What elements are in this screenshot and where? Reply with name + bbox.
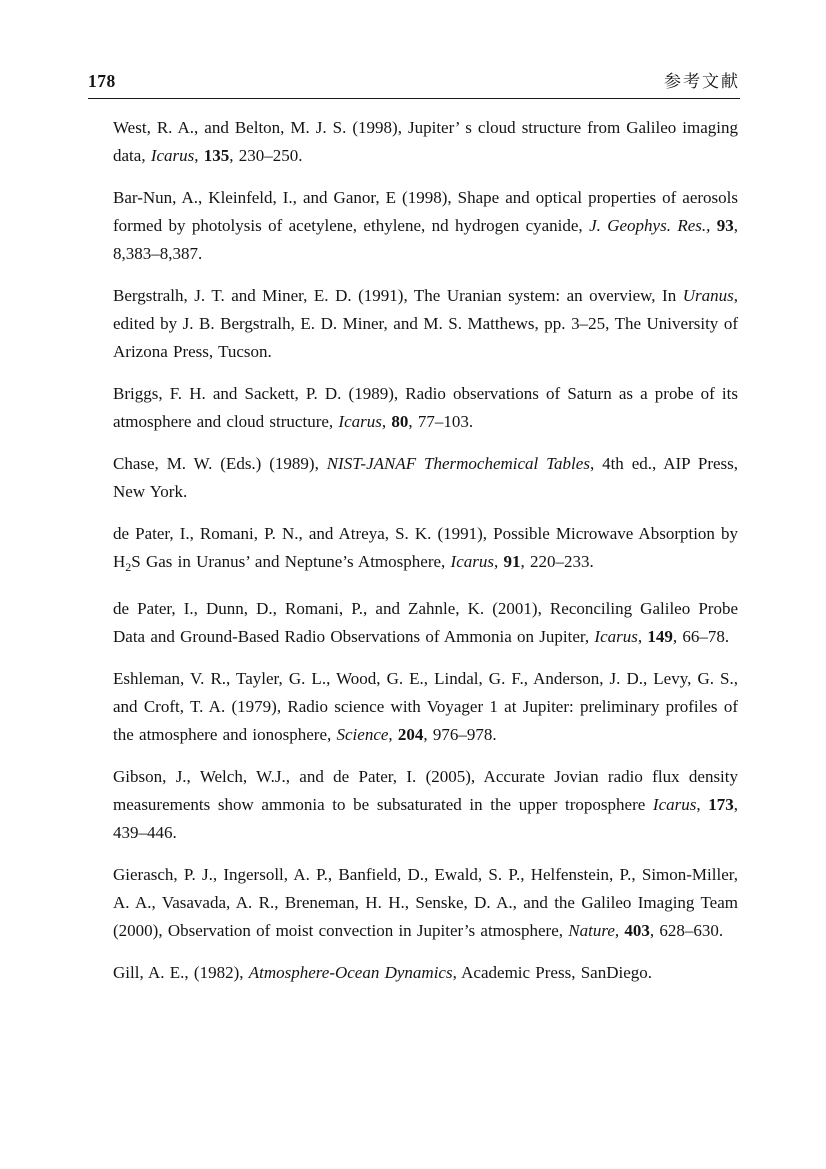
running-header <box>88 70 740 99</box>
reference-entry <box>113 763 738 847</box>
reference-entry <box>113 520 738 581</box>
reference-entry <box>113 282 738 366</box>
ref-segment: 80 <box>391 412 409 431</box>
ref-segment: , 628–630. <box>649 921 724 940</box>
ref-segment: , 77–103. <box>408 412 474 431</box>
ref-segment: , <box>637 627 648 646</box>
ref-segment: Gill, A. E., (1982), <box>113 963 249 982</box>
ref-segment: Icarus <box>594 627 638 646</box>
ref-segment: , <box>388 725 398 744</box>
ref-segment: Briggs, F. H. and Sackett, P. D. (1989), Radio observations of Saturn as a probe of its atmosphere and cloud structure, <box>113 384 738 431</box>
reference-entry <box>113 861 738 945</box>
reference-entry <box>113 380 738 436</box>
ref-segment: 149 <box>647 627 673 646</box>
running-head-title: 参考文献 <box>664 72 740 91</box>
ref-segment: , 976–978. <box>423 725 497 744</box>
ref-segment: Atmosphere-Ocean Dynamics <box>248 963 453 982</box>
ref-segment: , 4th ed., AIP Press, New York. <box>113 454 739 501</box>
ref-segment: S Gas in Uranus’ and Neptune’s Atmosphere, <box>131 552 451 571</box>
ref-segment: 403 <box>624 921 650 940</box>
ref-segment: , 66–78. <box>672 627 730 646</box>
ref-segment: Eshleman, V. R., Tayler, G. L., Wood, G. E., Lindal, G. F., Anderson, J. D., Levy, G. S., and Croft, T. A. (1979), Radio science with Voyager 1 at Jupiter: preliminary profiles of the atmosphere and ionosphere, <box>113 669 738 744</box>
references-list <box>113 114 738 987</box>
ref-segment: Bar-Nun, A., Kleinfeld, I., and Ganor, E (1998), Shape and optical properties of aerosols formed by photolysis of acetylene, ethylene, nd hydrogen cyanide, <box>113 188 738 235</box>
ref-segment: Chase, M. W. (Eds.) (1989), <box>113 454 327 473</box>
ref-segment: 135 <box>203 146 230 165</box>
ref-segment: , Academic Press, SanDiego. <box>452 963 652 982</box>
ref-segment: , 220–233. <box>520 552 594 571</box>
ref-segment: 173 <box>708 795 734 814</box>
page-number: 178 <box>88 71 116 91</box>
ref-segment: de Pater, I., Dunn, D., Romani, P., and Zahnle, K. (2001), Reconciling Galileo Probe Data and Ground-Based Radio Observations of Ammonia on Jupiter, <box>113 599 738 646</box>
ref-segment: Gierasch, P. J., Ingersoll, A. P., Banfield, D., Ewald, S. P., Helfenstein, P., Simon-Miller, A. A., Vasavada, A. R., Breneman, H. H., Senske, D. A., and the Galileo Imaging Team (2000), Observation of moist convection in Jupiter’s atmosphere, <box>113 865 738 940</box>
ref-segment: , 439–446. <box>113 795 739 842</box>
ref-segment: , <box>696 795 709 814</box>
reference-entry <box>113 184 738 268</box>
ref-segment: J. Geophys. Res., <box>589 216 711 235</box>
ref-segment: Icarus <box>150 146 195 165</box>
ref-segment: West, R. A., and Belton, M. J. S. (1998), Jupiter’ s cloud structure from Galileo imaging data, <box>113 118 738 165</box>
ref-segment: NIST-JANAF Thermochemical Tables <box>326 454 590 473</box>
ref-segment: , <box>194 146 204 165</box>
ref-segment: 91 <box>503 552 521 571</box>
ref-segment: , <box>493 552 504 571</box>
ref-segment: Nature, <box>568 921 620 940</box>
ref-segment: , 230–250. <box>229 146 303 165</box>
ref-segment: 204 <box>397 725 424 744</box>
reference-entry <box>113 450 738 506</box>
ref-segment: Science <box>336 725 389 744</box>
ref-segment: 2 <box>125 560 132 574</box>
ref-segment: , 8,383–8,387. <box>113 216 739 263</box>
ref-segment: 93 <box>716 216 734 235</box>
ref-segment: Icarus <box>652 795 697 814</box>
reference-entry <box>113 665 738 749</box>
ref-segment: Icarus <box>338 412 382 431</box>
ref-segment: Gibson, J., Welch, W.J., and de Pater, I. (2005), Accurate Jovian radio flux density measurements show ammonia to be subsaturated in the upper troposphere <box>113 767 738 814</box>
ref-segment: de Pater, I., Romani, P. N., and Atreya, S. K. (1991), Possible Microwave Absorption by H <box>113 524 738 571</box>
reference-entry <box>113 959 738 987</box>
reference-entry <box>113 595 738 651</box>
ref-segment: , edited by J. B. Bergstralh, E. D. Miner, and M. S. Matthews, pp. 3–25, The University of Arizona Press, Tucson. <box>113 286 738 361</box>
ref-segment: Icarus <box>450 552 494 571</box>
ref-segment: , <box>381 412 392 431</box>
ref-segment: Uranus <box>682 286 734 305</box>
reference-entry <box>113 114 738 170</box>
ref-segment: Bergstralh, J. T. and Miner, E. D. (1991), The Uranian system: an overview, In <box>113 286 683 305</box>
